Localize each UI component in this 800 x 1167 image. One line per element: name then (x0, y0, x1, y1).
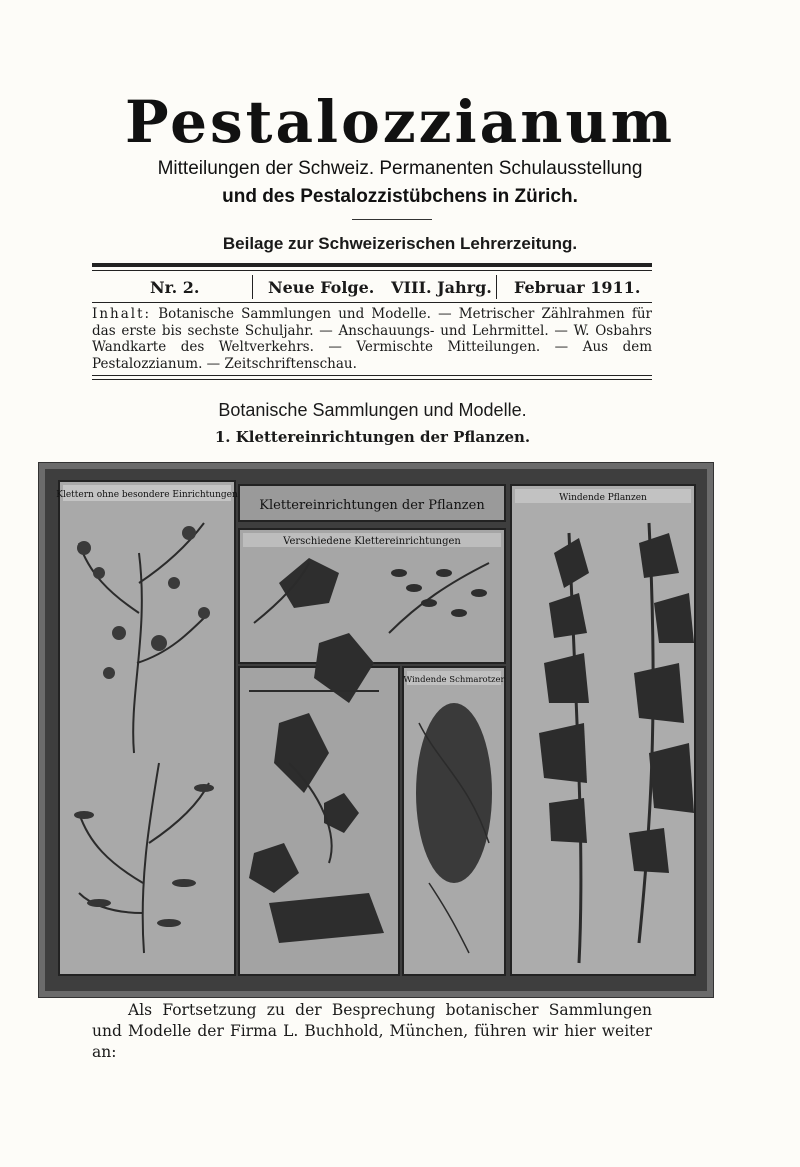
herbarium-illustration (39, 463, 713, 997)
panel-center-top (239, 529, 505, 663)
supplement-note: Beilage zur Schweizerischen Lehrerzeitung. (222, 234, 578, 253)
divider-thin (92, 379, 652, 380)
masthead-title: Pestalozzianum (125, 88, 675, 156)
contents-label: Inhalt: (92, 306, 152, 322)
article-subtitle: 1. Klettereinrichtungen der Pflanzen. (214, 428, 531, 446)
label-panel-parasite: Windende Schmarotzer (403, 675, 505, 685)
panel-left (59, 481, 235, 975)
masthead-subtitle-line2: und des Pestalozzistübchens in Zürich. (222, 186, 578, 207)
label-panel-center-sub: Verschiedene Klettereinrichtungen (283, 536, 461, 547)
issue-date: Februar 1911. (514, 278, 641, 297)
divider-thick (92, 263, 652, 267)
contents-text: Botanische Sammlungen und Modelle. — Metrischer Zählrahmen für das erste bis sechste Schuljahr. — Anschauungs- und Lehrmittel. — W. Osbahrs Wandkarte des Weltverkehrs. — Vermischte Mitteilungen. — Aus dem Pestalozzianum. — Zeitschriftenschau. (92, 306, 652, 372)
article-paragraph (92, 1000, 652, 1063)
label-panel-right: Windende Pflanzen (559, 493, 647, 503)
divider-thin (92, 375, 652, 376)
issue-info-row (92, 273, 652, 301)
label-panel-left: Klettern ohne besondere Einrichtungen (56, 490, 238, 500)
issue-number: Nr. 2. (150, 278, 200, 297)
issue-series: Neue Folge. VIII. Jahrg. (268, 278, 492, 297)
divider-thin (92, 302, 652, 303)
label-panel-center-title: Klettereinrichtungen der Pflanzen (259, 498, 485, 513)
article-paragraph-text: Als Fortsetzung zu der Besprechung botanischer Sammlungen und Modelle der Firma L. Buchhold, München, führen wir hier weiter an: (92, 1001, 652, 1061)
masthead-subtitle-line1: Mitteilungen der Schweiz. Permanenten Schulausstellung (157, 158, 643, 179)
issue-separator (496, 275, 497, 299)
short-divider (352, 219, 432, 220)
article-title: Botanische Sammlungen und Modelle. (218, 400, 527, 420)
table-of-contents (92, 306, 652, 372)
herbarium-photo (38, 462, 714, 998)
divider-thin (92, 270, 652, 271)
plant-parasite (416, 703, 492, 883)
issue-separator (252, 275, 253, 299)
